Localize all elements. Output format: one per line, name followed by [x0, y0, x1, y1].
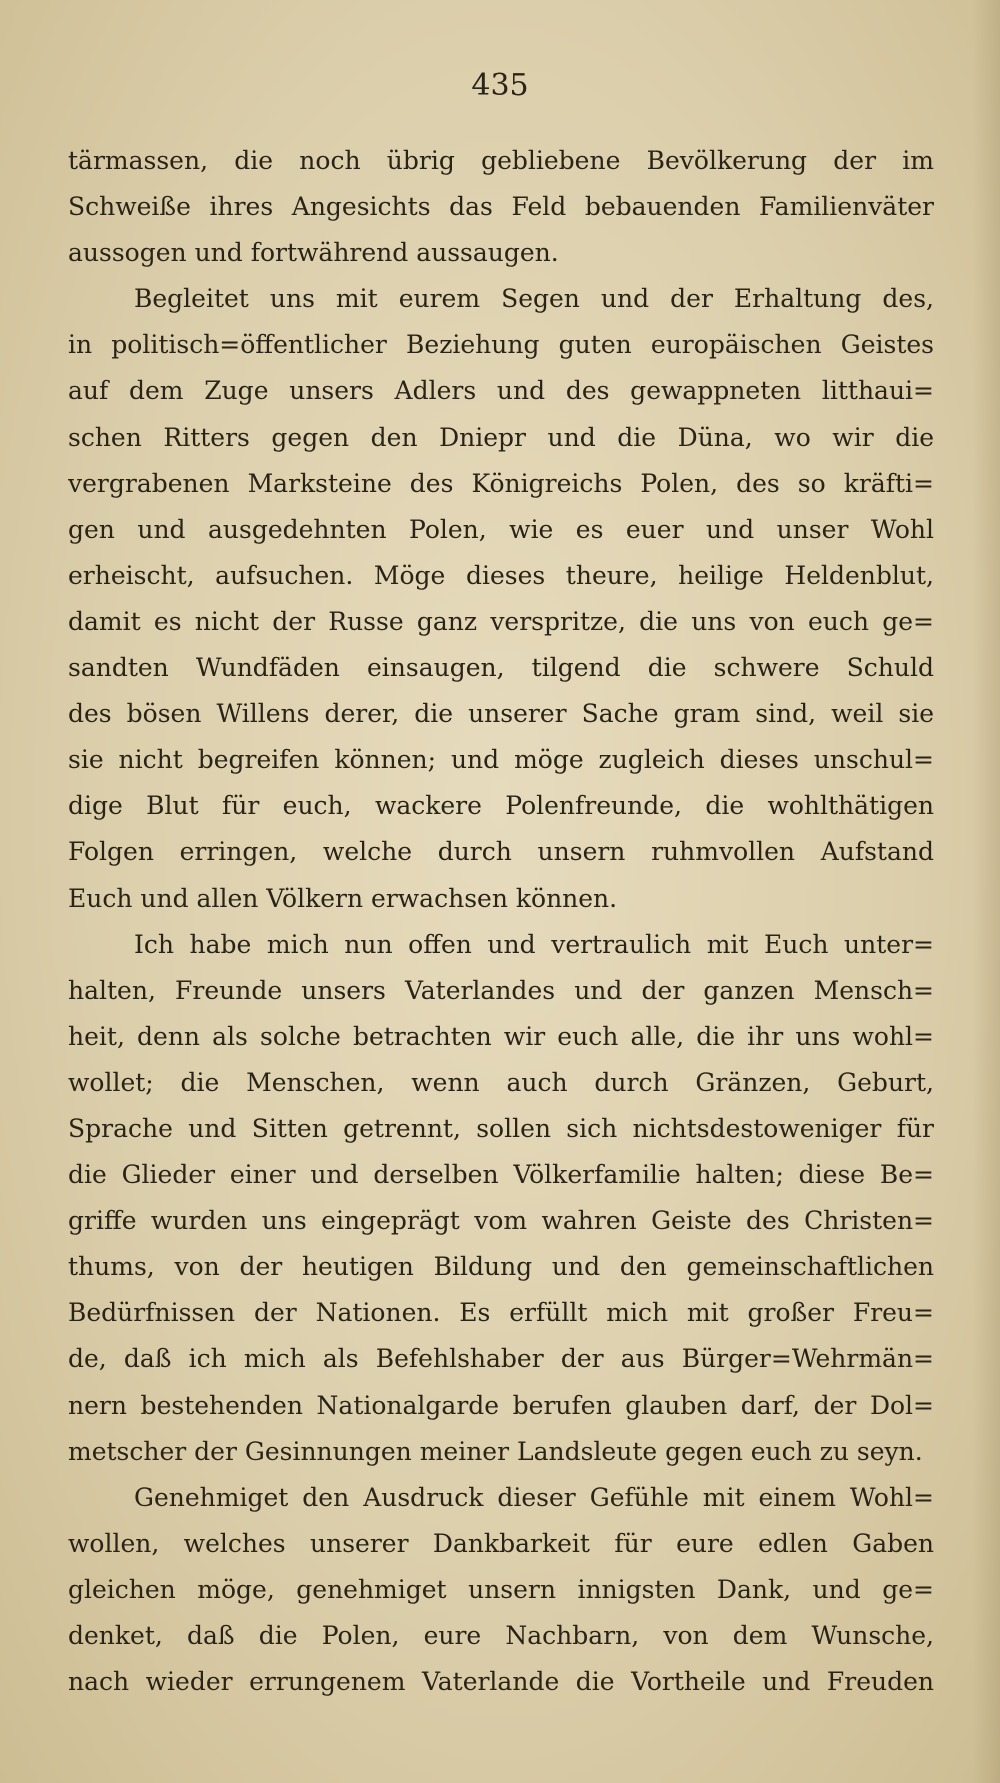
text-line: wollen, welches unserer Dankbarkeit für eure edlen Gaben — [68, 1528, 934, 1558]
text-line: erheischt, aufsuchen. Möge dieses theure, heilige Heldenblut, — [68, 560, 934, 590]
text-line: griffe wurden uns eingeprägt vom wahren Geiste des Christen= — [68, 1206, 934, 1236]
paragraph-start-line: Genehmiget den Ausdruck dieser Gefühle mit einem Wohl= — [134, 1482, 934, 1512]
paragraph-start-line: Ich habe mich nun offen und vertraulich mit Euch unter= — [134, 929, 934, 959]
text-line: sie nicht begreifen können; und möge zugleich dieses unschul= — [68, 745, 934, 775]
text-line: gleichen möge, genehmiget unsern innigsten Dank, und ge= — [68, 1574, 934, 1604]
text-line: Folgen erringen, welche durch unsern ruhmvollen Aufstand — [68, 837, 934, 867]
text-line: nach wieder errungenem Vaterlande die Vortheile und Freuden — [68, 1667, 934, 1697]
text-line: metscher der Gesinnungen meiner Landsleute gegen euch zu seyn. — [68, 1436, 923, 1466]
text-line: de, daß ich mich als Befehlshaber der aus Bürger=Wehrmän= — [68, 1344, 934, 1374]
text-line: dige Blut für euch, wackere Polenfreunde, die wohlthätigen — [68, 791, 934, 821]
text-line: Sprache und Sitten getrennt, sollen sich nichtsdestoweniger für — [68, 1113, 934, 1143]
text-line: aussogen und fortwährend aussaugen. — [68, 238, 559, 268]
text-line: Euch und allen Völkern erwachsen können. — [68, 883, 618, 913]
text-line: denket, daß die Polen, eure Nachbarn, von dem Wunsche, — [68, 1621, 934, 1650]
text-line: thums, von der heutigen Bildung und den gemeinschaftlichen — [68, 1252, 934, 1282]
text-line: nern bestehenden Nationalgarde berufen glauben darf, der Dol= — [68, 1390, 934, 1420]
text-line: auf dem Zuge unsers Adlers und des gewappneten litthaui= — [68, 376, 934, 406]
text-line: vergrabenen Marksteine des Königreichs Polen, des so kräfti= — [68, 468, 934, 498]
text-line: tärmassen, die noch übrig gebliebene Bevölkerung der im — [68, 146, 934, 175]
text-line: wollet; die Menschen, wenn auch durch Gränzen, Geburt, — [68, 1067, 934, 1097]
text-line: schen Ritters gegen den Dniepr und die Düna, wo wir die — [68, 422, 934, 452]
text-line: die Glieder einer und derselben Völkerfamilie halten; diese Be= — [68, 1160, 934, 1190]
text-line: halten, Freunde unsers Vaterlandes und der ganzen Mensch= — [68, 975, 934, 1005]
text-line: Schweiße ihres Angesichts das Feld bebauenden Familienväter — [68, 192, 934, 222]
text-line: gen und ausgedehnten Polen, wie es euer und unser Wohl — [68, 514, 934, 544]
text-line: heit, denn als solche betrachten wir euch alle, die ihr uns wohl= — [68, 1021, 934, 1051]
page-number: 435 — [471, 68, 529, 103]
paragraph-start-line: Begleitet uns mit eurem Segen und der Erhaltung des, — [134, 284, 934, 314]
text-line: in politisch=öffentlicher Beziehung guten europäischen Geistes — [68, 330, 934, 360]
text-line: Bedürfnissen der Nationen. Es erfüllt mich mit großer Freu= — [68, 1298, 934, 1328]
text-line: sandten Wundfäden einsaugen, tilgend die schwere Schuld — [68, 653, 934, 683]
text-line: des bösen Willens derer, die unserer Sache gram sind, weil sie — [68, 699, 934, 729]
text-line: damit es nicht der Russe ganz verspritze, die uns von euch ge= — [68, 606, 934, 636]
body-text — [68, 138, 934, 1705]
page-edge-shadow — [972, 0, 1000, 1783]
